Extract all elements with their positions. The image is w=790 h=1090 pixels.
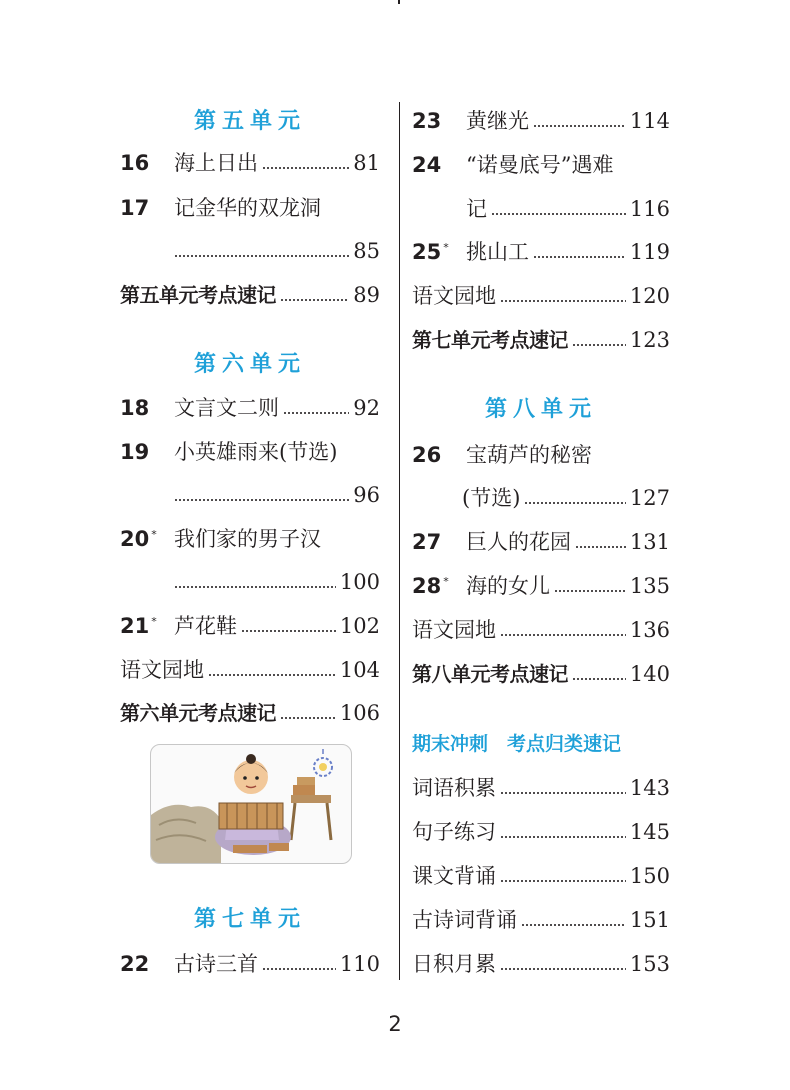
illustration-image: [151, 745, 351, 863]
leader-dots: [174, 586, 336, 588]
column-divider: [399, 102, 400, 980]
lesson-title: 小英雄雨来(节选): [174, 440, 338, 464]
lesson-number: 16: [120, 151, 150, 175]
toc-entry-23[interactable]: [412, 106, 670, 136]
page-number: 81: [353, 151, 380, 175]
toc-entry-22[interactable]: [120, 949, 380, 979]
lesson-title-cont: 记: [466, 197, 487, 221]
review-title: 第六单元考点速记: [120, 701, 276, 725]
leader-dots: [280, 299, 349, 301]
lesson-title: 黄继光: [466, 109, 529, 133]
page-number: 110: [339, 952, 380, 976]
page-number-footer: 2: [388, 1012, 402, 1036]
page-number: 127: [629, 486, 670, 510]
optional-star: *: [443, 575, 449, 588]
page-number: 116: [629, 197, 670, 221]
page-number: 135: [629, 574, 670, 598]
lesson-number: 24: [412, 153, 442, 177]
garden-title: 语文园地: [412, 284, 496, 308]
unit-6-heading: 第六单元: [193, 352, 306, 377]
page-number: 136: [629, 618, 670, 642]
lesson-title: 我们家的男子汉: [174, 527, 321, 551]
toc-entry-20-page[interactable]: [120, 567, 380, 597]
toc-entry-17-page[interactable]: [120, 236, 380, 266]
lesson-number: 19: [120, 440, 150, 464]
illustration-boy-reading-bamboo-scroll: [150, 744, 352, 864]
review-title: 第五单元考点速记: [120, 283, 276, 307]
leader-dots: [241, 630, 336, 632]
page-number: 145: [629, 820, 670, 844]
page-number: 106: [339, 701, 380, 725]
lesson-number: 27: [412, 530, 442, 554]
leader-dots: [500, 968, 626, 970]
toc-entry-27[interactable]: [412, 527, 670, 557]
lesson-title: 挑山工: [466, 240, 529, 264]
lesson-title: 古诗三首: [174, 952, 258, 976]
lesson-title-cont: (节选): [462, 486, 521, 510]
toc-entry-26[interactable]: [412, 440, 670, 470]
unit-8-heading: 第八单元: [484, 397, 597, 422]
leader-dots: [262, 968, 336, 970]
toc-entry-19[interactable]: [120, 437, 380, 467]
toc-entry-final-2[interactable]: [412, 817, 670, 847]
page-number: 143: [629, 776, 670, 800]
page-number: 92: [353, 396, 380, 420]
page-number: 119: [629, 240, 670, 264]
lesson-title: 记金华的双龙洞: [174, 196, 321, 220]
garden-title: 语文园地: [120, 658, 204, 682]
optional-star: *: [151, 615, 157, 628]
leader-dots: [533, 256, 626, 258]
garden-title: 语文园地: [412, 618, 496, 642]
page-number: 102: [339, 614, 380, 638]
optional-star: *: [151, 528, 157, 541]
leader-dots: [208, 674, 336, 676]
toc-entry-17[interactable]: [120, 193, 380, 223]
lesson-number: 23: [412, 109, 442, 133]
leader-dots: [262, 167, 349, 169]
final-review-heading: 期末冲刺 考点归类速记: [412, 733, 622, 755]
leader-dots: [500, 634, 626, 636]
leader-dots: [575, 546, 626, 548]
lesson-number: 20 *: [120, 524, 174, 554]
leader-dots: [554, 590, 626, 592]
leader-dots: [500, 792, 626, 794]
leader-dots: [533, 125, 626, 127]
page-number: 153: [629, 952, 670, 976]
page-number: 89: [353, 283, 380, 307]
top-mark: [398, 0, 400, 4]
toc-entry-final-1[interactable]: [412, 773, 670, 803]
section-title: 句子练习: [412, 820, 496, 844]
page-number: 123: [629, 328, 670, 352]
toc-entry-garden-8[interactable]: [412, 615, 670, 645]
lesson-number: 25 *: [412, 237, 466, 267]
unit-5-heading: 第五单元: [193, 109, 306, 134]
toc-entry-final-3[interactable]: [412, 861, 670, 891]
review-title: 第七单元考点速记: [412, 328, 568, 352]
lesson-number: 28 *: [412, 571, 466, 601]
lesson-number: 17: [120, 196, 150, 220]
toc-entry-25[interactable]: [412, 237, 670, 267]
toc-entry-garden-6[interactable]: [120, 655, 380, 685]
leader-dots: [572, 678, 626, 680]
lesson-title: 海上日出: [174, 151, 258, 175]
toc-entry-18[interactable]: [120, 393, 380, 423]
leader-dots: [524, 502, 626, 504]
section-title: 古诗词背诵: [412, 908, 517, 932]
review-title: 第八单元考点速记: [412, 662, 568, 686]
lesson-title: 文言文二则: [174, 396, 279, 420]
toc-entry-final-4[interactable]: [412, 905, 670, 935]
lesson-title: 芦花鞋: [174, 614, 237, 638]
toc-entry-unit5-review[interactable]: [120, 280, 380, 310]
toc-entry-21[interactable]: [120, 611, 380, 641]
toc-entry-24-line2[interactable]: [412, 194, 670, 224]
lesson-number: 18: [120, 396, 150, 420]
page-number: 100: [339, 570, 380, 594]
optional-star: *: [443, 241, 449, 254]
page-number: 96: [353, 483, 380, 507]
leader-dots: [500, 836, 626, 838]
section-title: 课文背诵: [412, 864, 496, 888]
leader-dots: [572, 344, 626, 346]
toc-entry-20[interactable]: [120, 524, 380, 554]
page-number: 150: [629, 864, 670, 888]
toc-entry-28[interactable]: [412, 571, 670, 601]
leader-dots: [174, 499, 349, 501]
section-title: 日积月累: [412, 952, 496, 976]
toc-entry-unit7-review[interactable]: [412, 325, 670, 355]
leader-dots: [491, 213, 626, 215]
lesson-number: 21 *: [120, 611, 174, 641]
toc-entry-final-5[interactable]: [412, 949, 670, 979]
page-number: 131: [629, 530, 670, 554]
toc-entry-24[interactable]: [412, 150, 670, 180]
leader-dots: [280, 717, 336, 719]
lesson-title: 巨人的花园: [466, 530, 571, 554]
leader-dots: [500, 880, 626, 882]
leader-dots: [500, 300, 626, 302]
toc-entry-19-page[interactable]: [120, 480, 380, 510]
lesson-title: “诺曼底号”遇难: [466, 153, 614, 177]
leader-dots: [521, 924, 626, 926]
page-number: 140: [629, 662, 670, 686]
lesson-title: 海的女儿: [466, 574, 550, 598]
section-title: 词语积累: [412, 776, 496, 800]
leader-dots: [283, 412, 349, 414]
unit-7-heading: 第七单元: [193, 907, 306, 932]
toc-entry-garden-7[interactable]: [412, 281, 670, 311]
page-number: 120: [629, 284, 670, 308]
toc-entry-16[interactable]: [120, 148, 380, 178]
toc-entry-unit8-review[interactable]: [412, 659, 670, 689]
lesson-title: 宝葫芦的秘密: [466, 443, 592, 467]
page-number: 85: [353, 239, 380, 263]
toc-entry-unit6-review[interactable]: [120, 698, 380, 728]
leader-dots: [174, 255, 349, 257]
page-number: 104: [339, 658, 380, 682]
page-number: 151: [629, 908, 670, 932]
toc-entry-26-line2[interactable]: [412, 483, 670, 513]
page-number: 114: [629, 109, 670, 133]
lesson-number: 26: [412, 443, 442, 467]
lesson-number: 22: [120, 952, 150, 976]
